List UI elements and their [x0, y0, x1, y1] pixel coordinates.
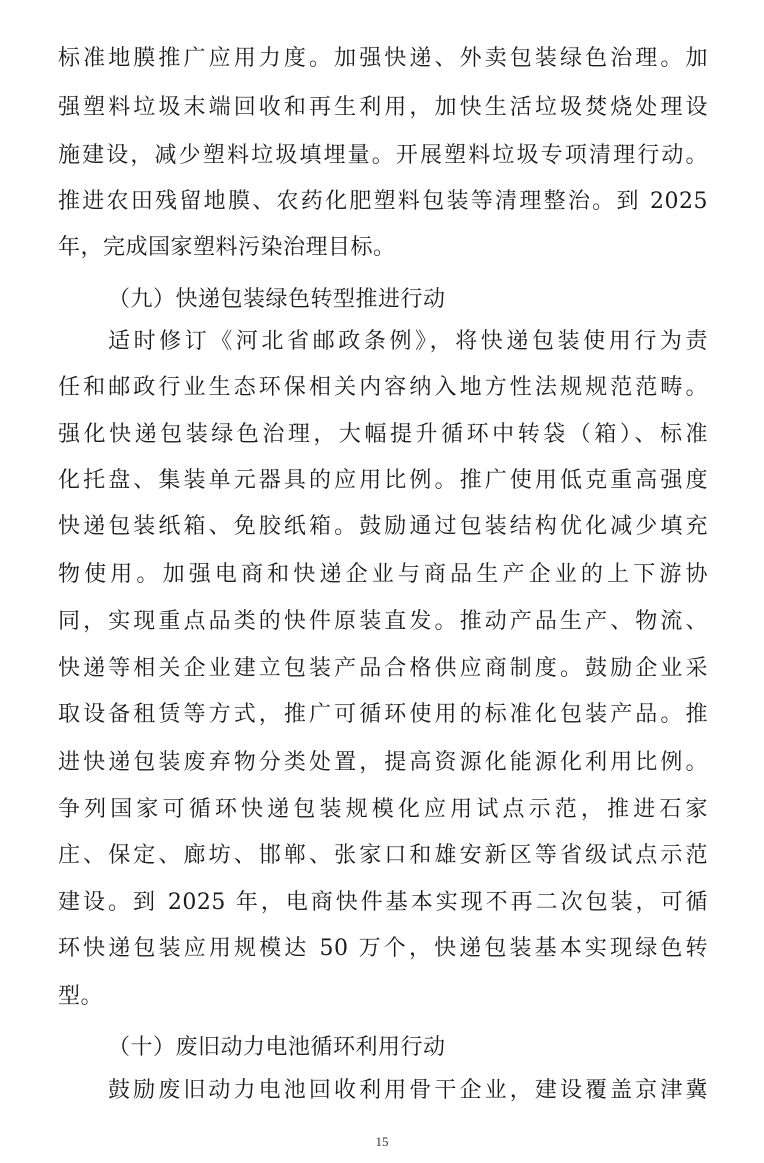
- paragraph-line: 快递等相关企业建立包装产品合格供应商制度。鼓励企业采: [58, 656, 708, 681]
- paragraph-line: 建设。到 2025 年，电商快件基本实现不再二次包装，可循: [58, 890, 708, 915]
- paragraph-line: 争列国家可循环快递包装规模化应用试点示范，推进石家: [58, 797, 708, 822]
- paragraph-line: 推进农田残留地膜、农药化肥塑料包装等清理整治。到 2025: [58, 189, 708, 214]
- paragraph-line: 年，完成国家塑料污染治理目标。: [58, 235, 396, 260]
- paragraph-line: 同，实现重点品类的快件原装直发。推动产品生产、物流、: [58, 609, 708, 634]
- paragraph-line: 鼓励废旧动力电池回收利用骨干企业，建设覆盖京津冀: [108, 1078, 708, 1103]
- paragraph-line: 快递包装纸箱、免胶纸箱。鼓励通过包装结构优化减少填充: [58, 514, 708, 539]
- paragraph-line: 取设备租赁等方式，推广可循环使用的标准化包装产品。推: [58, 702, 708, 727]
- paragraph-line: 化托盘、集装单元器具的应用比例。推广使用低克重高强度: [58, 468, 708, 493]
- paragraph-line: 任和邮政行业生态环保相关内容纳入地方性法规规范范畴。: [58, 375, 708, 400]
- paragraph-line: 庄、保定、廊坊、邯郸、张家口和雄安新区等省级试点示范: [58, 843, 708, 868]
- paragraph-line: 施建设，减少塑料垃圾填埋量。开展塑料垃圾专项清理行动。: [58, 143, 708, 168]
- paragraph-line: 型。: [58, 984, 104, 1009]
- paragraph-line: 强化快递包装绿色治理，大幅提升循环中转袋（箱）、标准: [58, 422, 708, 447]
- section-heading-9: （九）快递包装绿色转型推进行动: [108, 287, 446, 312]
- section-heading-10: （十）废旧动力电池循环利用行动: [108, 1035, 446, 1060]
- paragraph-line: 进快递包装废弃物分类处置，提高资源化能源化利用比例。: [58, 750, 708, 775]
- paragraph-line: 环快递包装应用规模达 50 万个，快递包装基本实现绿色转: [58, 936, 708, 961]
- page-number: 15: [375, 1134, 389, 1149]
- paragraph-line: 强塑料垃圾末端回收和再生利用，加快生活垃圾焚烧处理设: [58, 95, 708, 120]
- paragraph-line: 适时修订《河北省邮政条例》，将快递包装使用行为责: [108, 329, 708, 354]
- paragraph-line: 物使用。加强电商和快递企业与商品生产企业的上下游协: [58, 562, 708, 587]
- paragraph-line: 标准地膜推广应用力度。加强快递、外卖包装绿色治理。加: [58, 46, 708, 71]
